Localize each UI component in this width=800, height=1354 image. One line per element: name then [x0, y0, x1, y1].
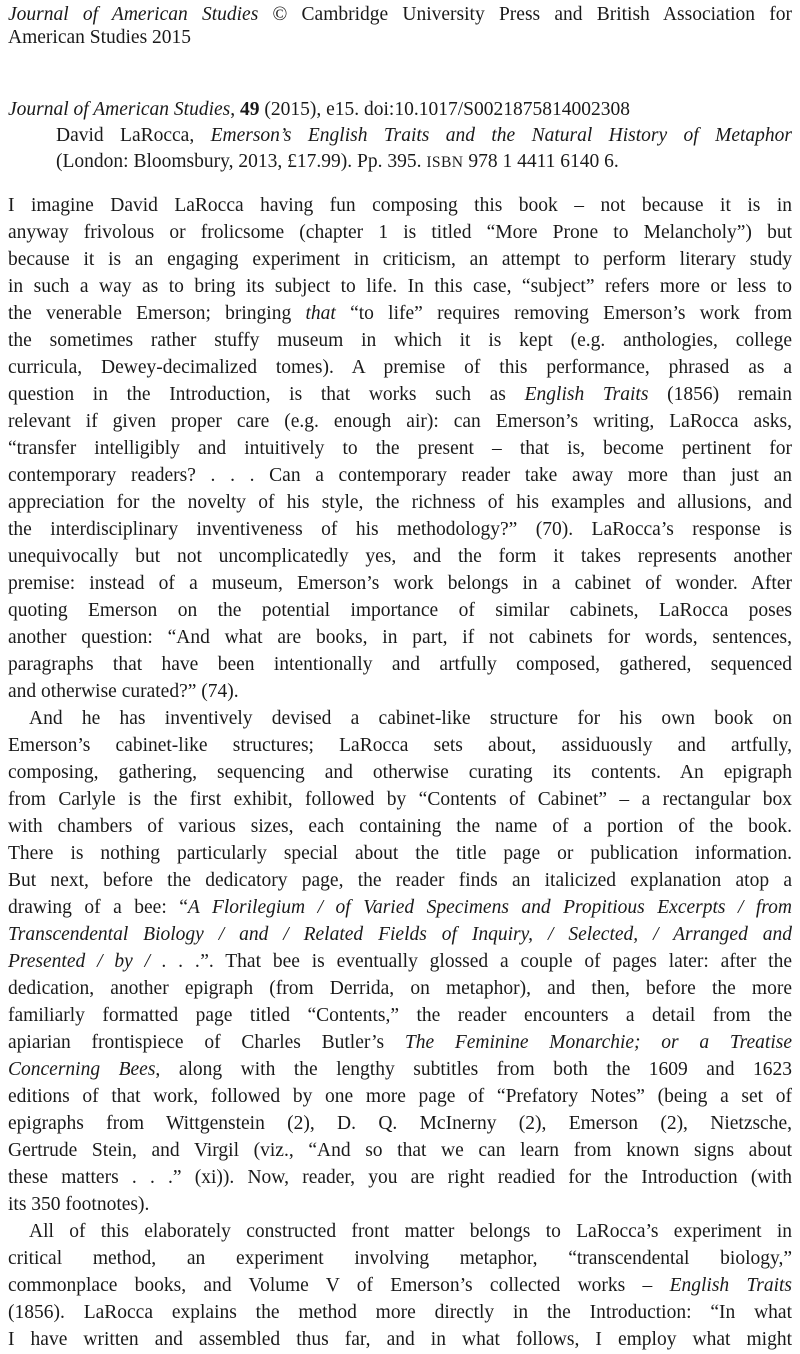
review-line: But next, before the dedicatory page, the reader finds an italicized explanation atop a: [8, 870, 792, 891]
review-line: familiarly formatted page titled “Contents,” the reader encounters a detail from the: [8, 1005, 792, 1026]
review-line: Transcendental Biology / and / Related Fields of Inquiry, / Selected, / Arranged and: [8, 924, 792, 945]
journal-copyright-header: [8, 3, 792, 49]
review-line: I have written and assembled thus far, and in what follows, I employ what might: [8, 1329, 792, 1350]
review-line: critical method, an experiment involving metaphor, “transcendental biology,”: [8, 1248, 792, 1269]
small-caps-text: ISBN: [426, 154, 464, 171]
review-line: curricula, Dewey-decimalized tomes). A premise of this performance, phrased as a: [8, 357, 792, 378]
review-line: the sometimes rather stuffy museum in which it is kept (e.g. anthologies, college: [8, 330, 792, 351]
review-line: drawing of a bee: “A Florilegium / of Varied Specimens and Propitious Excerpts / from: [8, 897, 793, 918]
review-line: appreciation for the novelty of his style, the richness of his examples and allusions, and: [8, 492, 792, 513]
review-line: paragraphs that have been intentionally and artfully composed, gathered, sequenced: [8, 654, 792, 675]
review-line: the venerable Emerson; bringing that “to life” requires removing Emerson’s work from: [8, 303, 792, 324]
review-line: There is nothing particularly special about the title page or publication information.: [8, 843, 792, 864]
review-line: (1856). LaRocca explains the method more directly in the Introduction: “In what: [8, 1302, 792, 1323]
review-line: commonplace books, and Volume V of Emerson’s collected works – English Traits: [8, 1275, 793, 1296]
review-line: All of this elaborately constructed front matter belongs to LaRocca’s experiment in: [29, 1221, 792, 1242]
review-line: editions of that work, followed by one more page of “Prefatory Notes” (being a set of: [8, 1086, 792, 1107]
reference-line: (London: Bloomsbury, 2013, £17.99). Pp. 395. ISBN 978 1 4411 6140 6.: [56, 151, 619, 172]
reference-line: David LaRocca, Emerson’s English Traits and the Natural History of Metaphor: [56, 125, 792, 146]
review-line: relevant if given proper care (e.g. enough air): can Emerson’s writing, LaRocca asks,: [8, 411, 792, 432]
review-line: Concerning Bees, along with the lengthy subtitles from both the 1609 and 1623: [8, 1059, 792, 1080]
review-line: Presented / by / . . .”. That bee is eventually glossed a couple of pages later: after the: [8, 951, 792, 972]
review-line: unequivocally but not uncomplicatedly yes, and the form it takes represents another: [8, 546, 792, 567]
review-line: another question: “And what are books, in part, if not cabinets for words, sentences,: [8, 627, 792, 648]
review-line: quoting Emerson on the potential importance of similar cabinets, LaRocca poses: [8, 600, 792, 621]
review-line: because it is an engaging experiment in criticism, an attempt to perform literary study: [8, 249, 792, 270]
review-line: composing, gathering, sequencing and otherwise curating its contents. An epigraph: [8, 762, 792, 783]
review-line: And he has inventively devised a cabinet-like structure for his own book on: [29, 708, 792, 729]
review-line: “transfer intelligibly and intuitively to the present – that is, become pertinent for: [8, 438, 792, 459]
citation-doi-line: Journal of American Studies, 49 (2015), e15. doi:10.1017/S0021875814002308: [8, 99, 630, 120]
header-line: Journal of American Studies © Cambridge University Press and British Association for: [8, 4, 792, 25]
review-paragraph: [8, 705, 792, 1218]
review-line: Gertrude Stein, and Virgil (viz., “And so that we can learn from known signs about: [8, 1140, 792, 1161]
review-line: anyway frivolous or frolicsome (chapter 1 is titled “More Prone to Melancholy”) but: [8, 222, 792, 243]
header-line: American Studies 2015: [8, 27, 192, 48]
review-paragraph: [8, 1218, 792, 1353]
review-line: Emerson’s cabinet-like structures; LaRocca sets about, assiduously and artfully,: [8, 735, 792, 756]
review-line: these matters . . .” (xi)). Now, reader, you are right readied for the Introduction (with: [8, 1167, 792, 1188]
review-line: its 350 footnotes).: [8, 1194, 150, 1215]
review-line: premise: instead of a museum, Emerson’s work belongs in a cabinet of wonder. After: [8, 573, 792, 594]
review-line: in such a way as to bring its subject to life. In this case, “subject” refers more or less to: [8, 276, 792, 297]
review-line: the interdisciplinary inventiveness of his methodology?” (70). LaRocca’s response is: [8, 519, 792, 540]
book-reference: [56, 123, 792, 176]
article-citation: [8, 97, 792, 176]
review-line: apiarian frontispiece of Charles Butler’s The Feminine Monarchie; or a Treatise: [8, 1032, 792, 1053]
review-line: with chambers of various sizes, each containing the name of a portion of the book.: [8, 816, 792, 837]
review-line: question in the Introduction, is that works such as English Traits (1856) remain: [8, 384, 792, 405]
review-line: dedication, another epigraph (from Derrida, on metaphor), and then, before the more: [8, 978, 792, 999]
review-line: and otherwise curated?” (74).: [8, 681, 239, 702]
review-paragraph: [8, 192, 792, 705]
review-line: contemporary readers? . . . Can a contemporary reader take away more than just an: [8, 465, 792, 486]
review-body: [8, 192, 792, 1353]
review-line: epigraphs from Wittgenstein (2), D. Q. McInerny (2), Emerson (2), Nietzsche,: [8, 1113, 792, 1134]
review-line: I imagine David LaRocca having fun composing this book – not because it is in: [8, 195, 792, 216]
review-line: from Carlyle is the first exhibit, followed by “Contents of Cabinet” – a rectangular box: [8, 789, 792, 810]
